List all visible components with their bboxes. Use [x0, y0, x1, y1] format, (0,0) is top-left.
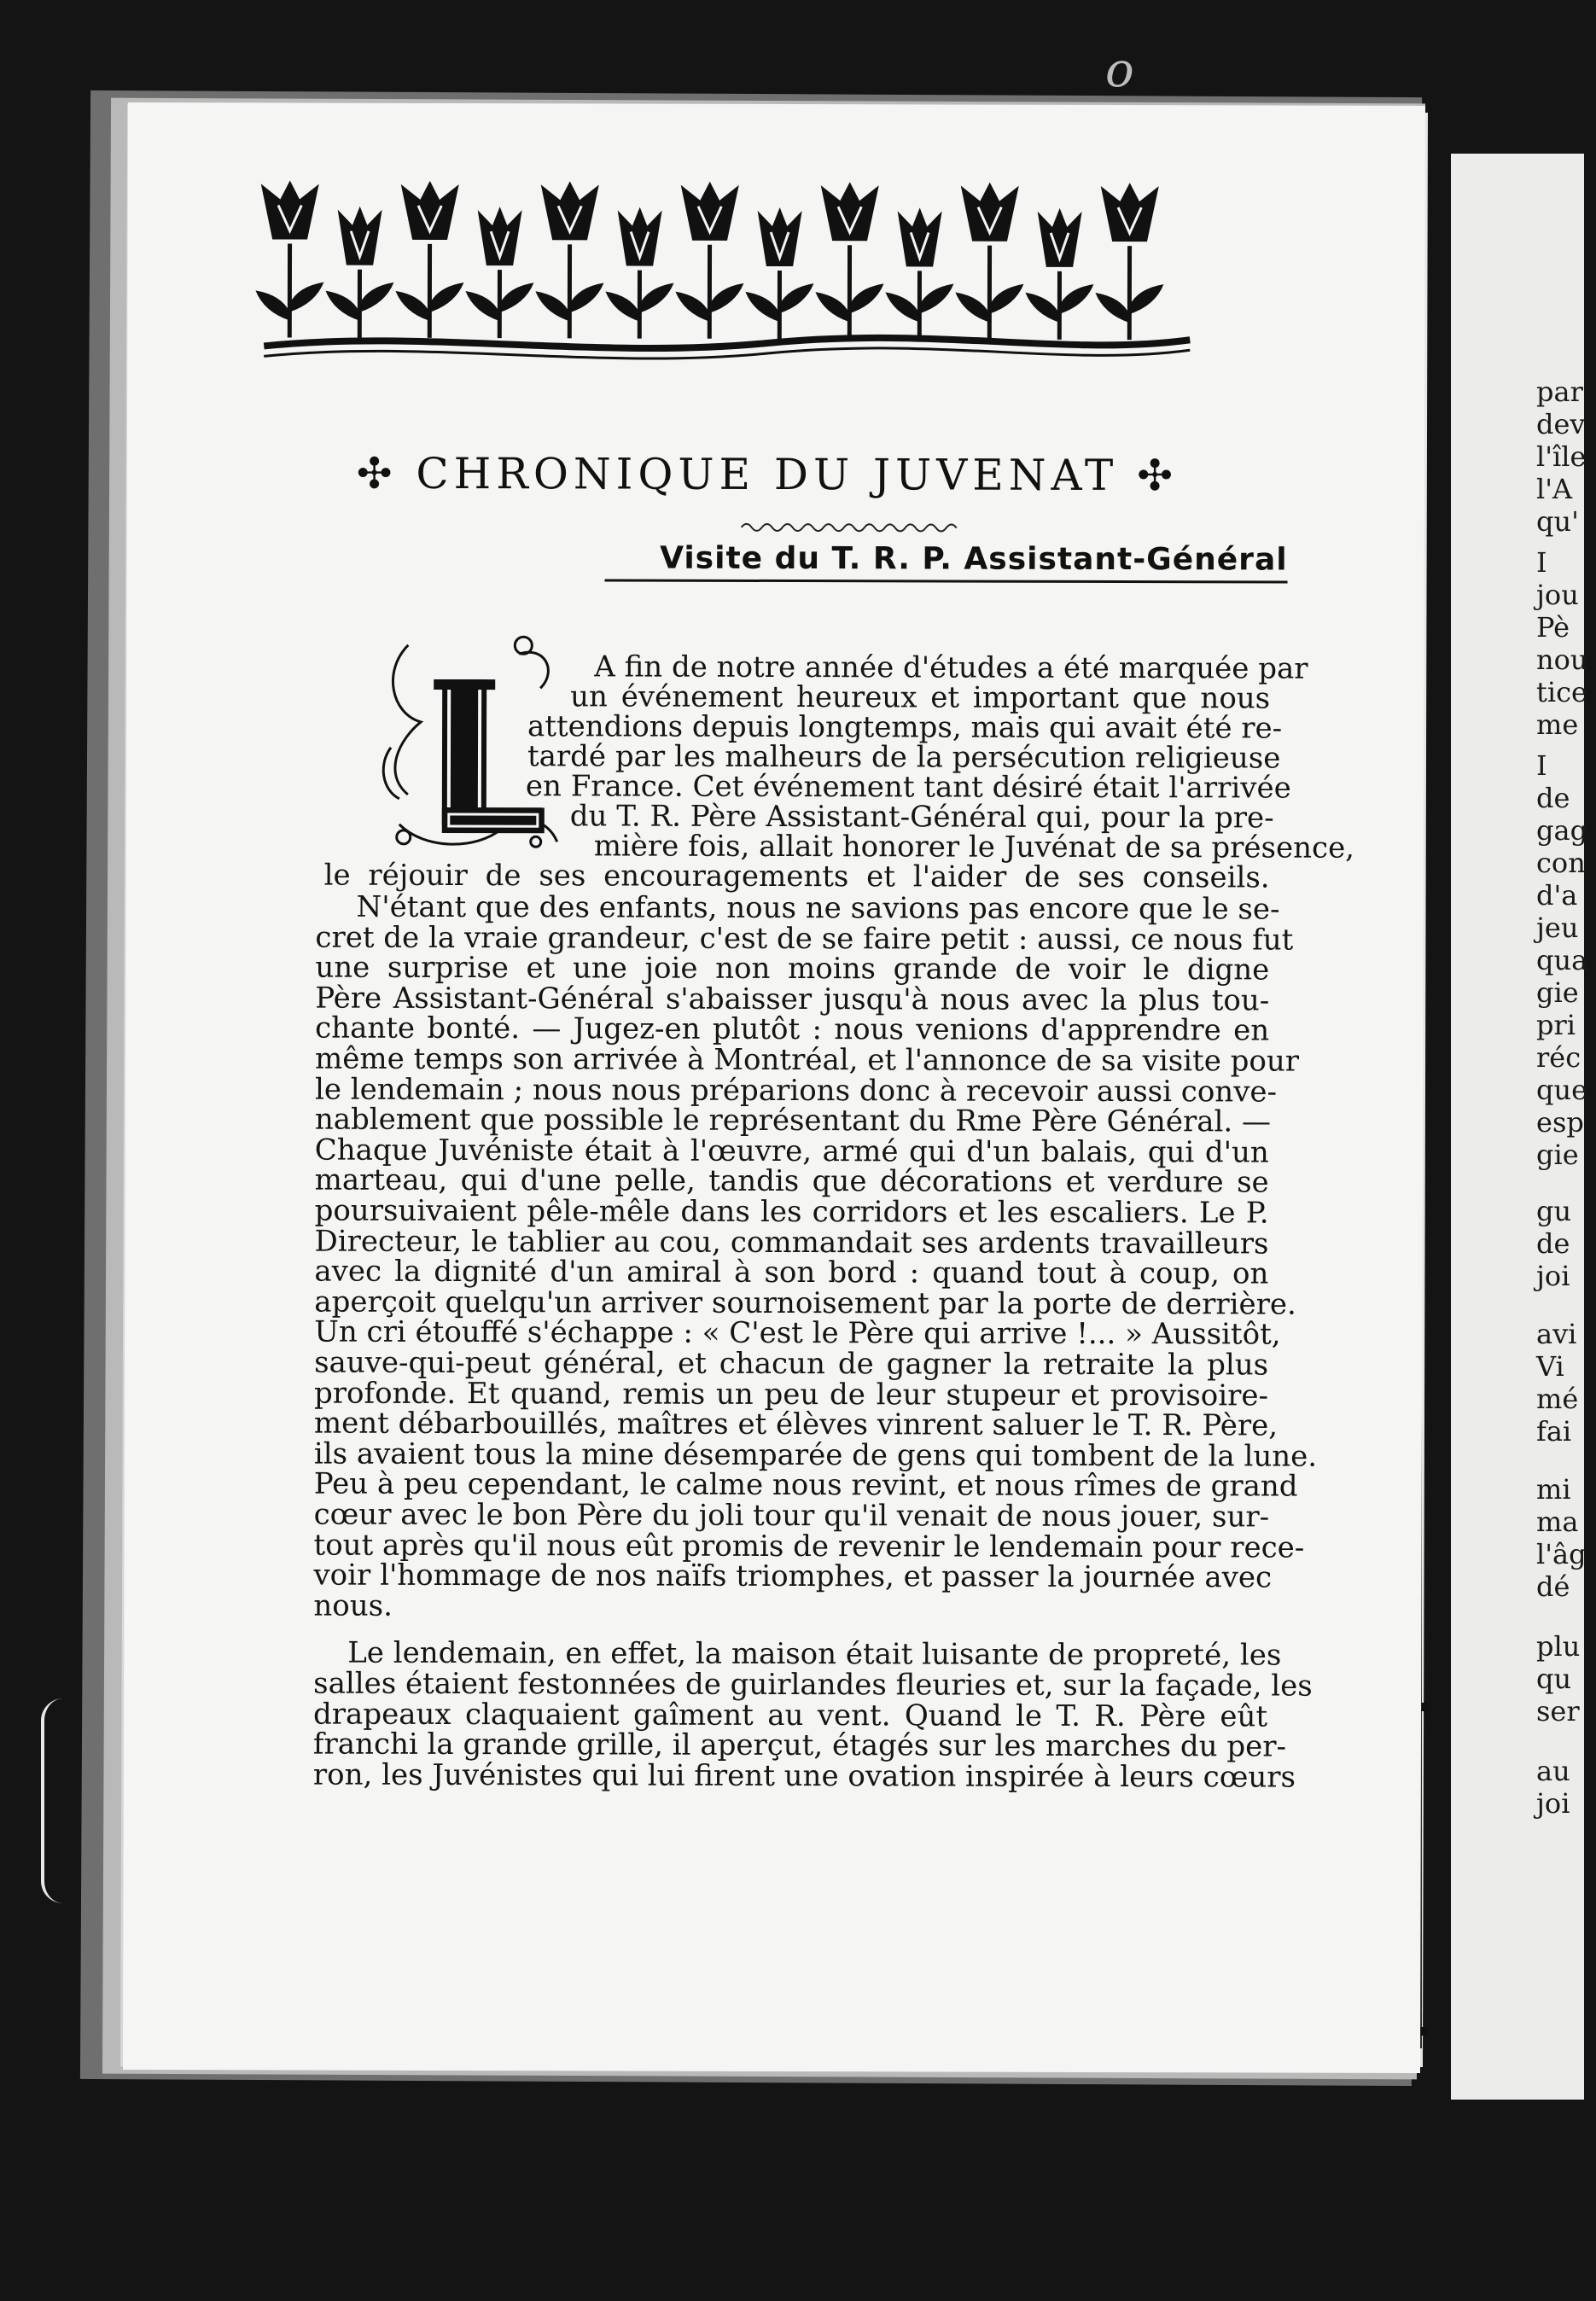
right-page-fragment: gu [1536, 1195, 1572, 1227]
paragraph-line: Le lendemain, en effet, la maison était luisante de propreté, les [347, 1636, 1282, 1673]
right-page-fragment: joi [1536, 1260, 1570, 1292]
ornament-flower [955, 183, 1023, 340]
paragraph-line: cret de la vraie grandeur, c'est de se faire petit : aussi, ce nous fut [315, 920, 1294, 958]
right-page-fragment: avi [1536, 1318, 1577, 1350]
right-page-fragment: tice [1536, 676, 1587, 708]
right-page-fragment: d'a [1536, 879, 1578, 912]
paragraph-line: drapeaux claquaient gaîment au vent. Quand le T. R. Père eût [313, 1697, 1268, 1734]
ornament-flower [255, 180, 323, 337]
right-page-fragment: pri [1536, 1009, 1576, 1041]
wavy-rule [742, 521, 964, 535]
ornament-flower [325, 207, 393, 338]
pencil-mark: o [1105, 43, 1134, 98]
paragraph-line: le lendemain ; nous nous préparions donc à recevoir aussi conve- [314, 1072, 1278, 1110]
ornament-flower [745, 207, 813, 339]
right-page-fragment: que [1536, 1074, 1588, 1106]
right-page-fragment: ma [1536, 1506, 1579, 1538]
right-page [1451, 154, 1588, 2100]
right-page-fragment: Pè [1536, 611, 1570, 644]
paragraph-line: nous. [313, 1588, 393, 1623]
right-page-fragment: esp [1536, 1106, 1584, 1139]
right-page-fragment: joi [1536, 1787, 1570, 1820]
paragraph-line: marteau, qui d'une pelle, tandis que décorations et verdure se [314, 1162, 1269, 1200]
paragraph-line: nablement que possible le représentant du Rme Père Général. — [314, 1102, 1272, 1139]
right-page-fragment: qu [1536, 1663, 1572, 1695]
right-page-fragment: gie [1536, 1139, 1579, 1171]
right-page-fragment: mi [1536, 1473, 1571, 1506]
paragraph-line: Un cri étouffé s'échappe : « C'est le Père qui arrive !... » Aussitôt, [314, 1314, 1281, 1352]
ornament-flower [395, 181, 463, 338]
ornament-flower [885, 207, 953, 339]
paragraph-line: profonde. Et quand, remis un peu de leur stupeur et provisoire- [313, 1376, 1269, 1413]
ornament-flower [815, 182, 883, 339]
paragraph-line: ils avaient tous la mine désemparée de gens qui tombent de la lune. [313, 1436, 1318, 1474]
floral-ornament [255, 166, 1195, 382]
right-page-fragment: nou [1536, 644, 1588, 676]
binding-thread [41, 1698, 63, 1903]
right-page-fragment: au [1536, 1755, 1570, 1787]
ornament-flower [465, 207, 533, 338]
right-page-fragment: I [1536, 546, 1547, 579]
paragraph-line: Père Assistant-Général s'abaisser jusqu'à nous avec la plus tou- [315, 981, 1270, 1018]
paragraph-line: salles étaient festonnées de guirlandes fleuries et, sur la façade, les [313, 1666, 1313, 1704]
paragraph-line: poursuivaient pêle-mêle dans les corridors et les escaliers. Le P. [314, 1193, 1269, 1231]
paragraph-line: tout après qu'il nous eût promis de revenir le lendemain pour rece- [313, 1528, 1305, 1565]
right-page-fragment: ser [1536, 1695, 1580, 1727]
right-page-fragment: l'âg [1536, 1538, 1587, 1570]
paragraph-line: mière fois, allait honorer le Juvénat de sa présence, [593, 829, 1355, 865]
right-page-fragment: jou [1536, 579, 1579, 611]
right-page-fragment: de [1536, 1227, 1570, 1260]
paragraph-line: sauve-qui-peut général, et chacun de gagner la retraite la plus [314, 1345, 1269, 1383]
right-page-fragment: l'A [1536, 473, 1573, 505]
paragraph-line: avec la dignité d'un amiral à son bord : quand tout à coup, on [314, 1254, 1269, 1291]
right-page-fragment: réc [1536, 1041, 1581, 1074]
right-page-fragment: dé [1536, 1570, 1570, 1603]
paragraph-line: Directeur, le tablier au cou, commandait ses ardents travailleurs [314, 1224, 1269, 1261]
right-page-fragment: Vi [1536, 1350, 1564, 1383]
right-page-fragment: qu' [1536, 505, 1579, 538]
right-page-fragment: me [1536, 708, 1579, 741]
right-page-fragment: qua [1536, 944, 1588, 976]
right-page-fragment: mé [1536, 1383, 1579, 1415]
paragraph-line: le réjouir de ses encouragements et l'aider de ses conseils. [323, 858, 1270, 895]
ornament-flower [675, 182, 743, 339]
right-page-fragment: gie [1536, 976, 1579, 1009]
right-page-fragment: de [1536, 782, 1570, 814]
left-page [123, 102, 1425, 2073]
paragraph-line: du T. R. Père Assistant-Général qui, pour la pre- [569, 799, 1274, 836]
right-page-fragment: I [1536, 749, 1547, 782]
paragraph-line: en France. Cet événement tant désiré était l'arrivée [525, 769, 1291, 806]
right-page-fragment: plu [1536, 1630, 1581, 1663]
right-page-fragment: l'île [1536, 440, 1587, 473]
paragraph-line: attendions depuis longtemps, mais qui avait été re- [527, 709, 1283, 746]
article-subtitle: Visite du T. R. P. Assistant-Général [605, 540, 1288, 583]
ornament-flower [605, 207, 673, 338]
ornament-flower [1025, 208, 1093, 340]
paragraph-line: chante bonté. — Jugez-en plutôt : nous venions d'apprendre en [315, 1011, 1270, 1048]
paragraph-line: ment débarbouillés, maîtres et élèves vinrent saluer le T. R. Père, [313, 1406, 1279, 1443]
right-page-fragment: gag [1536, 814, 1588, 847]
right-page-fragment: dev [1536, 408, 1586, 440]
paragraph-line: une surprise et une joie non moins grande de voir le digne [315, 950, 1270, 987]
ornament-flower [535, 181, 603, 338]
paragraph-line: voir l'hommage de nos naïfs triomphes, et passer la journée avec [313, 1558, 1273, 1595]
paragraph-line: ron, les Juvénistes qui lui firent une ovation inspirée à leurs cœurs [312, 1757, 1296, 1795]
paragraph-line: Chaque Juvéniste était à l'œuvre, armé qui d'un balais, qui d'un [314, 1133, 1269, 1170]
right-page-fragment: par [1536, 376, 1583, 408]
right-page-fragment: jeu [1536, 912, 1579, 944]
paragraph-line: même temps son arrivée à Montréal, et l'annonce de sa visite pour [315, 1041, 1300, 1079]
paragraph-line: Peu à peu cependant, le calme nous revint, et nous rîmes de grand [313, 1466, 1298, 1504]
paragraph-line: un événement heureux et important que nous [570, 679, 1271, 716]
chronicle-title: ✣ CHRONIQUE DU JUVENAT ✣ [356, 448, 1179, 501]
paragraph-line: tardé par les malheurs de la persécution religieuse [527, 739, 1281, 776]
right-page-fragment: fai [1536, 1415, 1572, 1448]
paragraph-line: cœur avec le bon Père du joli tour qu'il venait de nous jouer, sur- [313, 1497, 1270, 1535]
paragraph-line: A fin de notre année d'études a été marquée par [594, 650, 1308, 686]
right-page-fragment: con [1536, 847, 1586, 879]
paragraph-line: N'étant que des enfants, nous ne savions pas encore que le se- [356, 889, 1280, 927]
paragraph-line: franchi la grande grille, il aperçut, étagés sur les marches du per- [312, 1727, 1287, 1764]
ornament-flower [1095, 183, 1163, 340]
paragraph-line: aperçoit quelqu'un arriver sournoisement par la porte de derrière. [314, 1284, 1296, 1322]
